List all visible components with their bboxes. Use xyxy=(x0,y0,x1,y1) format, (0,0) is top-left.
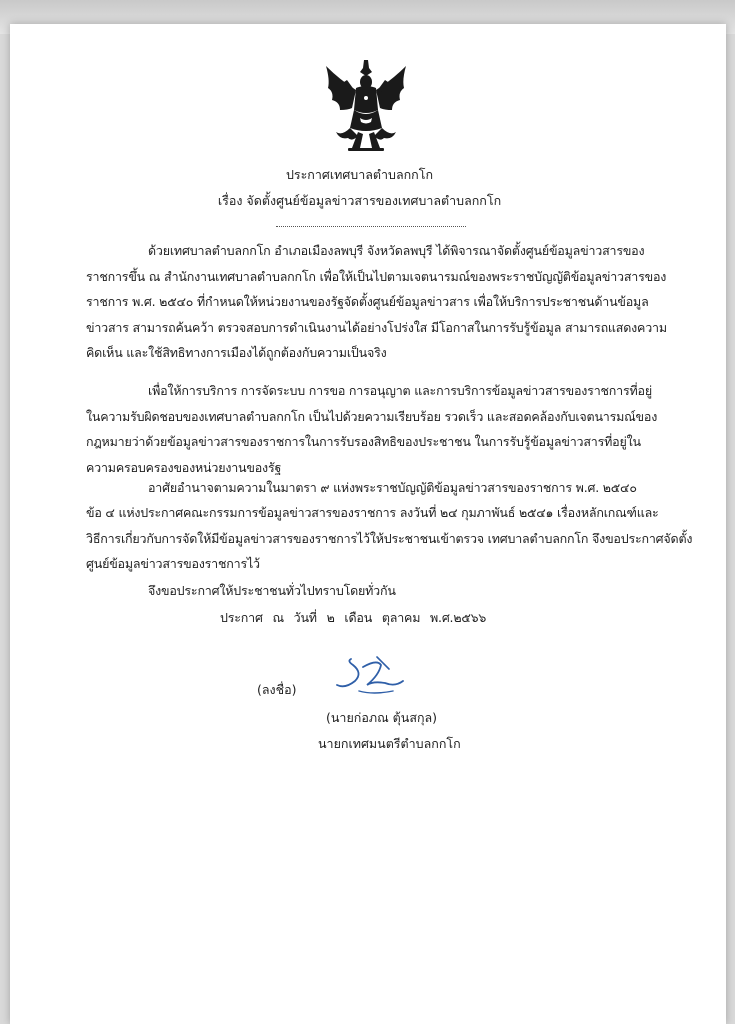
announcement-title: ประกาศเทศบาลตำบลกกโก xyxy=(285,167,434,182)
signature-label: (ลงชื่อ) xyxy=(257,682,297,697)
title-divider xyxy=(276,226,466,227)
announcement-subject: เรื่อง จัดตั้งศูนย์ข้อมูลข่าวสารของเทศบาลตำบลกกโก xyxy=(217,193,502,208)
paragraph-1-line: ราชการ พ.ศ. ๒๕๔๐ ที่กำหนดให้หน่วยงานของรัฐจัดตั้งศูนย์ข้อมูลข่าวสาร เพื่อให้บริการประชาชนด้านข้อมูล xyxy=(86,294,649,309)
paragraph-1-line: คิดเห็น และใช้สิทธิทางการเมืองได้ถูกต้องกับความเป็นจริง xyxy=(86,345,387,360)
paragraph-1-line: ด้วยเทศบาลตำบลกกโก อำเภอเมืองลพบุรี จังหวัดลพบุรี ได้พิจารณาจัดตั้งศูนย์ข้อมูลข่าวสารของ xyxy=(148,243,645,258)
garuda-emblem-icon xyxy=(322,58,410,154)
signer-name: (นายก่อภณ ตุ้นสกุล) xyxy=(326,710,438,725)
paragraph-2-line: ในความรับผิดชอบของเทศบาลตำบลกกโก เป็นไปด้วยความเรียบร้อย รวดเร็ว และสอดคล้องกับเจตนารมณ์ของ xyxy=(86,409,658,424)
paragraph-1-line: ราชการขึ้น ณ สำนักงานเทศบาลตำบลกกโก เพื่อให้เป็นไปตามเจตนารมณ์ของพระราชบัญญัติข้อมูลข่าวสารของ xyxy=(86,269,667,284)
announcement-date: ประกาศ ณ วันที่ ๒ เดือน ตุลาคม พ.ศ.๒๕๖๖ xyxy=(220,610,487,625)
paragraph-3-line: วิธีการเกี่ยวกับการจัดให้มีข้อมูลข่าวสารของราชการไว้ให้ประชาชนเข้าตรวจ เทศบาลตำบลกกโก จึงขอประกาศจัดตั้ง xyxy=(86,531,693,546)
closing-statement: จึงขอประกาศให้ประชาชนทั่วไปทราบโดยทั่วกัน xyxy=(148,583,396,598)
handwritten-signature xyxy=(333,655,411,697)
paragraph-2-line: เพื่อให้การบริการ การจัดระบบ การขอ การอนุญาต และการบริการข้อมูลข่าวสารของราชการที่อยู่ xyxy=(148,383,652,398)
paragraph-1-line: ข่าวสาร สามารถค้นคว้า ตรวจสอบการดำเนินงานได้อย่างโปร่งใส มีโอกาสในการรับรู้ข้อมูล สามารถแสดงความ xyxy=(86,320,667,335)
paragraph-3-line: ศูนย์ข้อมูลข่าวสารของราชการไว้ xyxy=(86,556,260,571)
signer-position: นายกเทศมนตรีตำบลกกโก xyxy=(318,736,461,751)
paragraph-3-line: ข้อ ๔ แห่งประกาศคณะกรรมการข้อมูลข่าวสารของราชการ ลงวันที่ ๒๔ กุมภาพันธ์ ๒๕๔๑ เรื่องหลักเกณฑ์และ xyxy=(86,505,659,520)
paragraph-2-line: ความครอบครองของหน่วยงานของรัฐ xyxy=(86,460,282,475)
paragraph-3-line: อาศัยอำนาจตามความในมาตรา ๙ แห่งพระราชบัญญัติข้อมูลข่าวสารของราชการ พ.ศ. ๒๕๔๐ xyxy=(148,480,637,495)
paragraph-2-line: กฎหมายว่าด้วยข้อมูลข่าวสารของราชการในการรับรองสิทธิของประชาชน ในการรับรู้ข้อมูลข่าวสารที่อยู่ใน xyxy=(86,434,641,449)
